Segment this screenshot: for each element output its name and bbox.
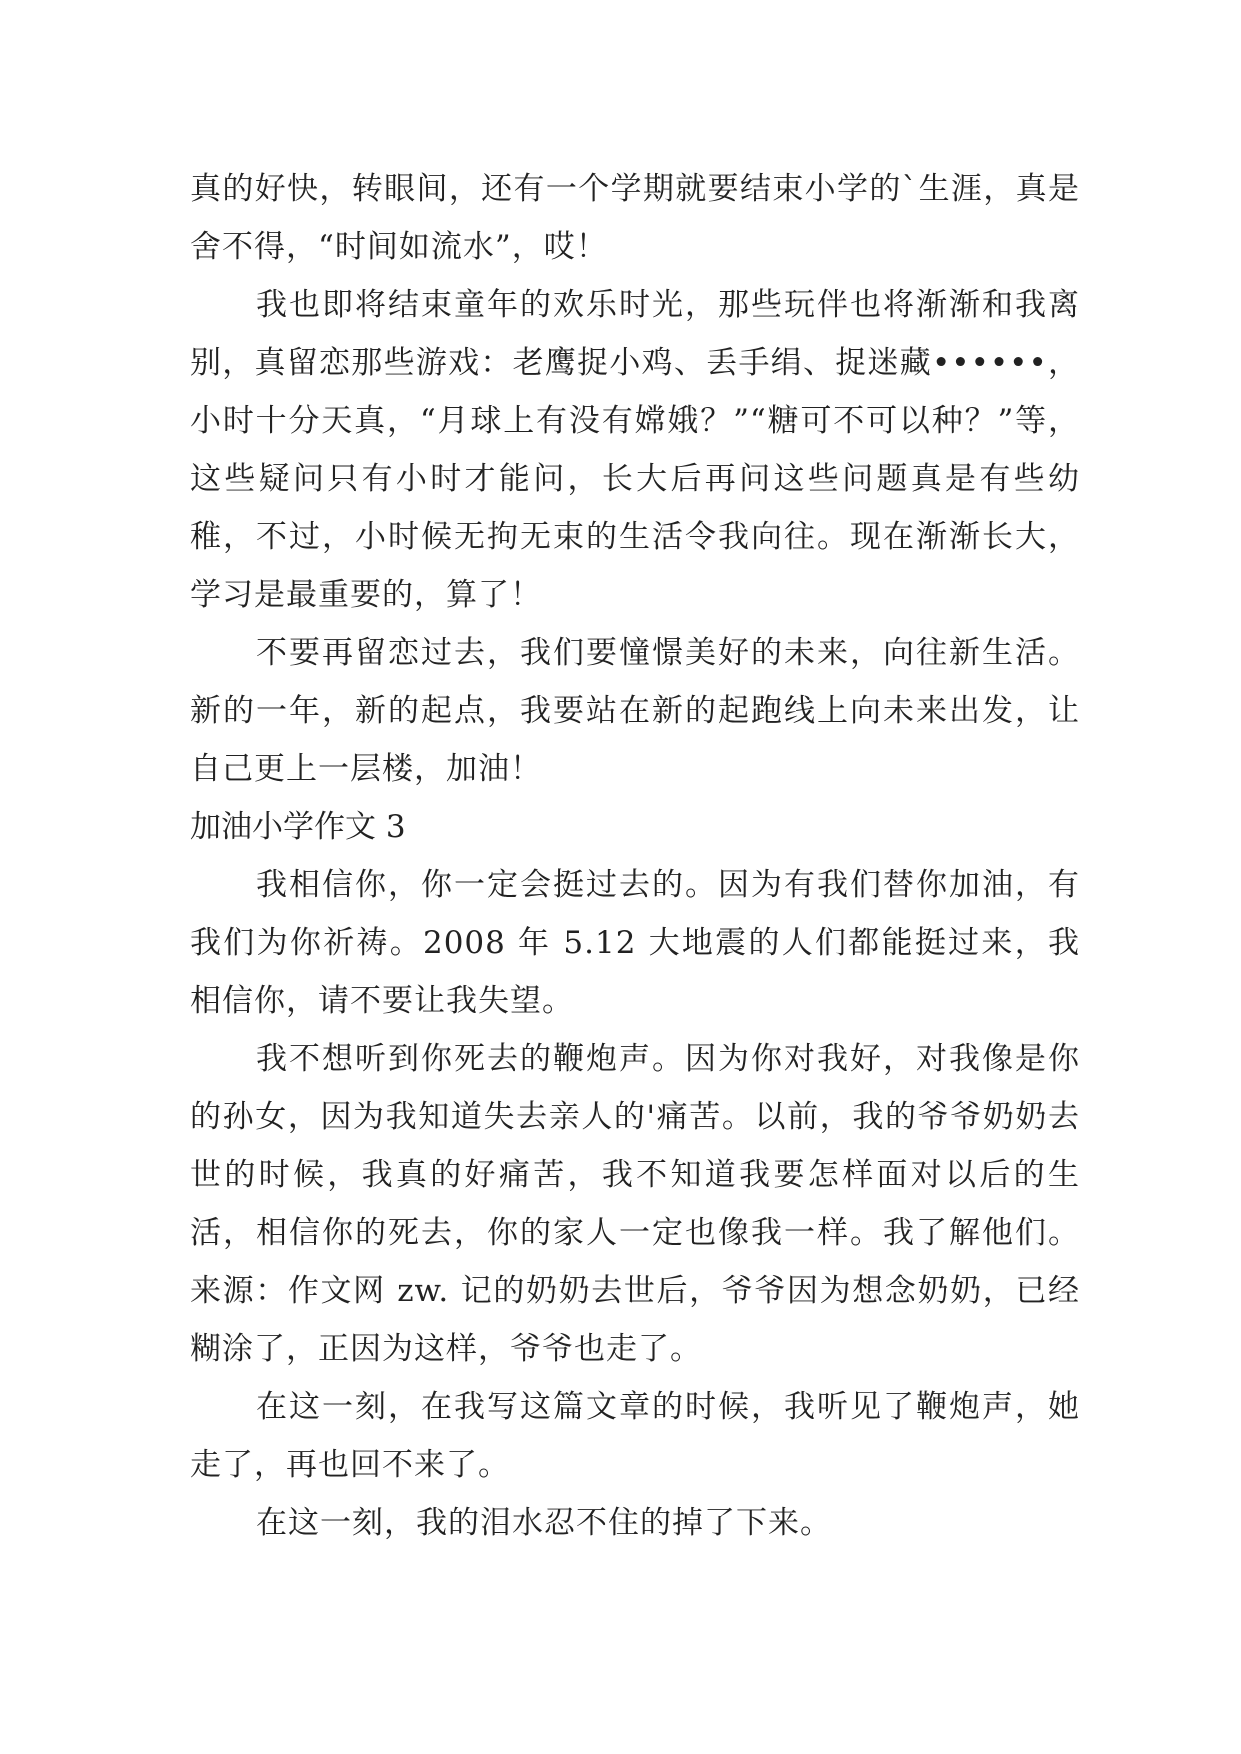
paragraph-6: 在这一刻，在我写这篇文章的时候，我听见了鞭炮声，她走了，再也回不来了。 [190,1389,1080,1483]
paragraph-1: 真的好快，转眼间，还有一个学期就要结束小学的`生涯，真是舍不得，“时间如流水”，哎！ [190,171,1080,265]
paragraph-7: 在这一刻，我的泪水忍不住的掉了下来。 [256,1505,832,1541]
paragraph-5: 我不想听到你死去的鞭炮声。因为你对我好，对我像是你的孙女，因为我知道失去亲人的'痛苦。以前，我的爷爷奶奶去世的时候，我真的好痛苦，我不知道我要怎样面对以后的生活，相信你的死去，你的家人一定也像我一样。我了解他们。来源：作文网 zw. 记的奶奶去世后，爷爷因为想念奶奶，已经糊涂了，正因为这样，爷爷也走了。 [190,1041,1080,1367]
document-body [190,160,1080,1552]
section-title: 加油小学作文 3 [190,809,406,845]
paragraph-2: 我也即将结束童年的欢乐时光，那些玩伴也将渐渐和我离别，真留恋那些游戏：老鹰捉小鸡、丢手绢、捉迷藏••••••，小时十分天真，“月球上有没有嫦娥？”“糖可不可以种？”等，这些疑问只有小时才能问，长大后再问这些问题真是有些幼稚，不过，小时候无拘无束的生活令我向往。现在渐渐长大，学习是最重要的，算了！ [190,287,1080,613]
paragraph-4: 我相信你，你一定会挺过去的。因为有我们替你加油，有我们为你祈祷。2008 年 5.12 大地震的人们都能挺过来，我相信你，请不要让我失望。 [190,867,1080,1019]
paragraph-3: 不要再留恋过去，我们要憧憬美好的未来，向往新生活。新的一年，新的起点，我要站在新的起跑线上向未来出发，让自己更上一层楼，加油！ [190,635,1080,787]
